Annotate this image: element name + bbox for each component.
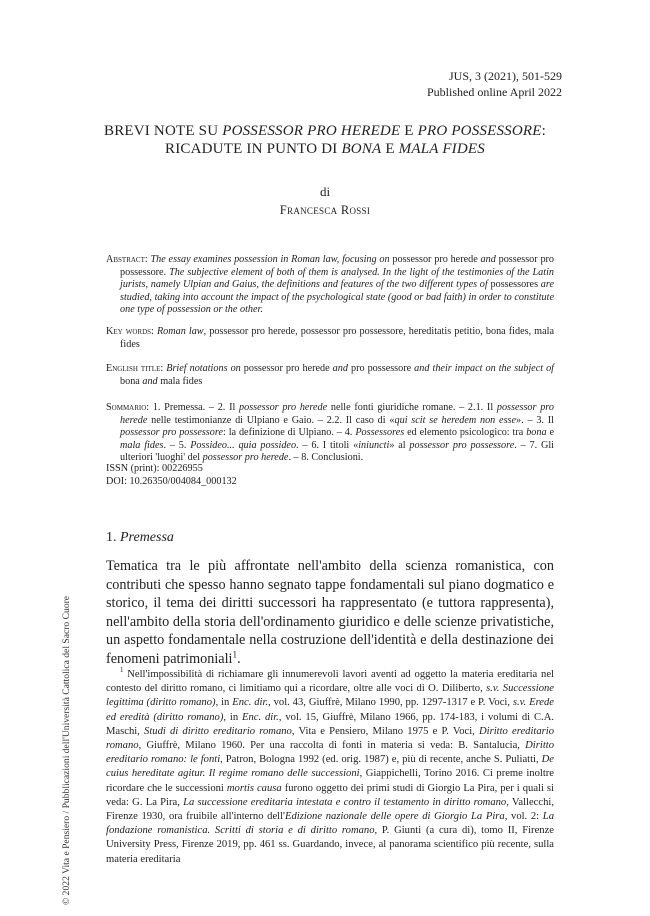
sommario-text: Possessores: [355, 427, 405, 439]
english-title-text: Brief notations on: [163, 363, 244, 374]
section-number: 1.: [106, 530, 120, 545]
footnote-text: La successione ereditaria intestata e contro il testamento in diritto romano: [183, 796, 507, 808]
title-part: E: [400, 123, 418, 139]
english-title-label: English title:: [106, 363, 164, 374]
title-part: BREVI NOTE SU: [103, 123, 223, 139]
english-title-text: bona: [120, 375, 140, 387]
footnote-text: , vol. 43, Giuffrè, Milano 1990, pp. 1297-1317 e P. Voci,: [268, 697, 513, 709]
section-title: Premessa: [120, 530, 174, 545]
title-part: RICADUTE IN PUNTO DI: [165, 141, 342, 157]
issn: ISSN (print): 00226955: [106, 463, 203, 474]
footnote-text: , Giappichelli, Torino 2016. Ci preme inoltre ricordare che le successioni: [106, 768, 555, 794]
footnote-ref[interactable]: 1: [232, 649, 238, 660]
sommario-text: : la definizione di Ulpiano. – 4.: [222, 427, 356, 439]
sommario-text: mala fides: [120, 439, 164, 451]
footnote-text: , in: [223, 711, 242, 723]
footnote-text: De cuius hereditate agitur. Il regime romano delle successioni: [106, 754, 554, 780]
body-paragraph: [106, 557, 554, 669]
keywords-label: Key words:: [106, 326, 154, 337]
english-title-text: pro possessore: [350, 363, 412, 374]
author-name: Francesca Rossi: [279, 203, 371, 217]
title-line-1: [80, 122, 570, 140]
abstract: [106, 254, 554, 317]
footnote-text: La fondazione romanistica. Scritti di storia e di diritto romano: [106, 811, 554, 837]
footnote-text: , vol. 15, Giuffrè, Milano 1966, pp. 174-183, i volumi di C.A. Maschi,: [106, 711, 555, 737]
sommario: [106, 402, 554, 465]
footnote-text: s.v. Successione legittima (diritto romano): [106, 683, 554, 709]
footnote-text: Studi di diritto ereditario romano: [144, 725, 292, 737]
footnote-text: , Giuffrè, Milano 1960. Per una raccolta di fonti in materia si veda: B. Santalucia,: [138, 740, 526, 752]
footnote-text: mortis causa: [226, 782, 282, 794]
sommario-text: iniuncti: [358, 439, 390, 451]
sommario-text: » al: [389, 439, 410, 451]
sommario-text: qui scit se heredem non esse: [394, 414, 517, 426]
footnote-text: , Patron, Bologna 1992 (ed. orig. 1987) e, più di recente, anche S. Puliatti,: [220, 754, 542, 766]
sommario-label: Sommario:: [106, 402, 150, 413]
sommario-text: possessor pro herede: [120, 402, 554, 426]
title-part: PRO POSSESSORE: [417, 123, 542, 139]
sommario-text: . – 7. Gli ulteriori 'luoghi' del: [120, 439, 555, 464]
title-part: POSSESSOR PRO HEREDE: [222, 123, 401, 139]
copyright-sidebar: © 2022 Vita e Pensiero / Pubblicazioni dell'Università Cattolica del Sacro Cuore: [61, 595, 72, 905]
abstract-text: The subjective element of both of them is analysed. In the light of the testimonies of the Latin jurists, namely Ulpian and Gaius, the definitions and features of the two different types of: [120, 266, 554, 291]
title-part: BONA: [341, 141, 382, 157]
journal-citation: JUS, 3 (2021), 501-529: [449, 69, 562, 83]
english-title-text: and their impact on the subject of: [411, 363, 555, 374]
abstract-text: possessores: [490, 279, 539, 291]
sommario-text: e: [546, 427, 554, 439]
footnote-text: , P. Giunti (a cura di), tomo II, Firenze University Press, Firenze 2019, pp. 461 ss. Guardando, invece, al panorama scientifico più recente, sulla materia ereditaria: [106, 825, 554, 865]
footnote-text: , Vita e Pensiero, Milano 1975 e P. Voci,: [291, 725, 479, 737]
footnote-text: , in: [215, 697, 233, 709]
identifiers: [106, 463, 237, 488]
keywords-text: , possessor pro herede, possessor pro possessore, hereditatis petitio, bona fides, mala fides: [120, 326, 554, 350]
footnote-text: , Vallecchi, Firenze 1930, ora fruibile all'interno dell': [106, 796, 554, 823]
footnote-text: Edizione nazionale delle opere di Giorgio La Pira: [284, 811, 505, 823]
footnote-text: Diritto ereditario romano: le fonti: [106, 740, 554, 766]
footnote-text: s.v. Erede ed eredità (diritto romano): [106, 697, 554, 723]
footnote-text: , vol. 2:: [504, 811, 543, 823]
sommario-text: possessor pro herede: [202, 452, 289, 464]
footnote-text: Enc. dir.: [232, 697, 269, 709]
sommario-text: . – 6. I titoli «: [296, 439, 359, 451]
sommario-text: nelle fonti giuridiche romane. – 2.1. Il: [327, 402, 497, 413]
footnote-text: Diritto ereditario romano: [106, 725, 554, 752]
journal-info: [427, 68, 562, 100]
byline-di: di: [319, 184, 331, 199]
body-text: .: [237, 650, 241, 667]
english-title-text: mala fides: [160, 375, 203, 387]
english-title-text: and: [329, 363, 351, 374]
sommario-text: . – 5.: [163, 439, 191, 451]
section-heading: [106, 530, 174, 546]
footnote-text: Enc. dir.: [242, 711, 279, 723]
title-line-2: [80, 140, 570, 158]
sommario-text: ed elemento psicologico: tra: [404, 427, 527, 439]
sommario-text: . – 8. Conclusioni.: [288, 452, 364, 464]
sommario-text: 1. Premessa. – 2. Il: [149, 402, 239, 413]
abstract-text: possessor pro herede: [392, 254, 478, 265]
title-part: MALA FIDES: [398, 141, 485, 157]
keywords-text: Roman law: [153, 326, 204, 337]
publication-date: Published online April 2022: [427, 85, 562, 99]
abstract-text: and: [477, 254, 499, 265]
english-title: [106, 363, 554, 388]
sommario-text: Possideo... quia possideo: [190, 439, 297, 451]
footnote: [106, 668, 554, 867]
body-text: Tematica tra le più affrontate nell'ambito della scienza romanistica, con contributi che spesso hanno segnato tappe fondamentali sul piano dogmatico e storico, il tema dei diritti successori ha rappresentato (e tuttora rappresenta), nell'ambito della storia dell'ordinamento giuridico e delle scienze privatistiche, un aspetto fondamentale nella costruzione dell'identità e della destinazione dei fenomeni patrimoniali: [106, 558, 554, 667]
sommario-text: bona: [526, 427, 547, 439]
title-part: E: [381, 141, 399, 157]
english-title-text: and: [139, 375, 161, 387]
article-title: [80, 122, 570, 158]
english-title-text: possessor pro herede: [243, 363, 330, 374]
abstract-label: Abstract:: [106, 254, 148, 265]
footnote-number: 1: [120, 667, 124, 675]
sommario-text: ». – 3. Il: [516, 414, 554, 426]
doi: DOI: 10.26350/004084_000132: [106, 475, 237, 487]
footnote-text: Nell'impossibilità di richiamare gli innumerevoli lavori aventi ad oggetto la materia ereditaria nel contesto del diritto romano, ci limitiamo qui a ricordare, oltre alle voci di O. Diliberto,: [106, 669, 554, 695]
abstract-text: The essay examines possession in Roman law, focusing on: [147, 254, 393, 265]
title-part: :: [541, 123, 547, 139]
abstract-text: possessor pro possessore.: [120, 254, 555, 278]
sommario-text: possessor pro possessore: [409, 439, 515, 451]
sommario-text: nelle testimonianze di Ulpiano e Gaio. – 2.2. Il caso di «: [147, 414, 395, 426]
footnote-text: furono oggetto dei primi studi di Giorgio La Pira, per i quali si veda: G. La Pira,: [106, 782, 554, 808]
keywords: [106, 326, 554, 351]
sommario-text: possessor pro herede: [239, 402, 328, 413]
sommario-text: possessor pro possessore: [120, 427, 223, 439]
abstract-text: are studied, taking into account the impact of the psychological state (good or bad faith) in order to constitute one type of possession or the other.: [120, 279, 555, 316]
